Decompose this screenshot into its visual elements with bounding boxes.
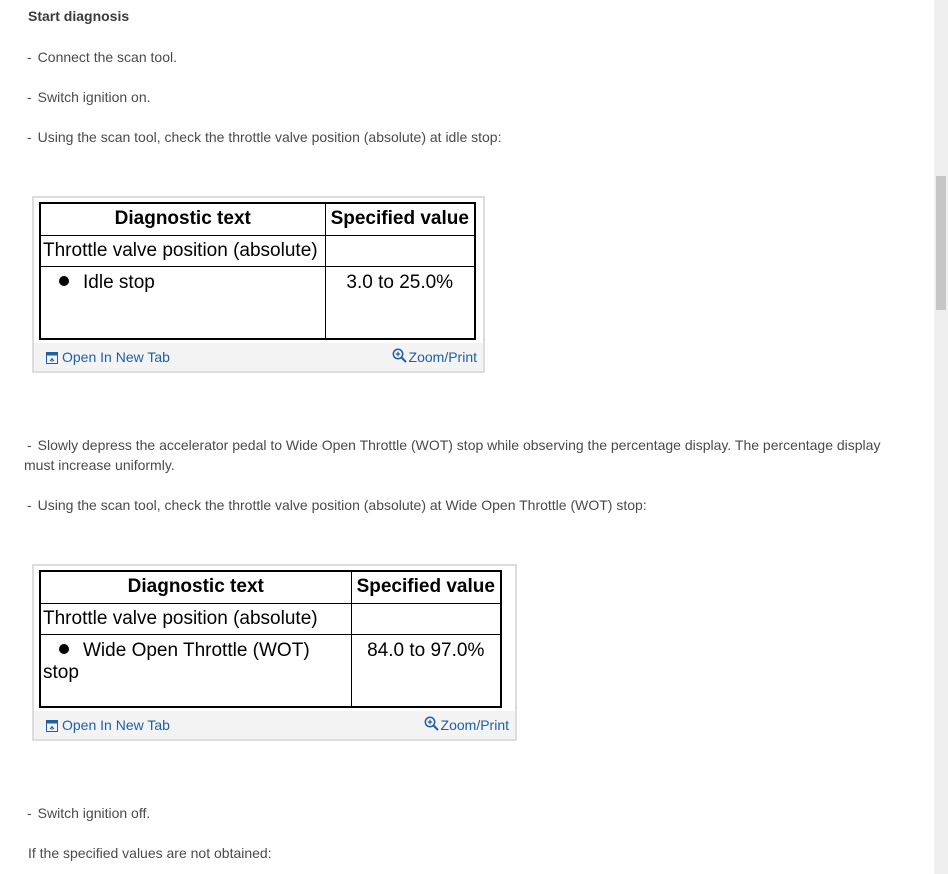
table-header-specified-value: Specified value	[351, 571, 501, 603]
step-check-wot	[27, 495, 647, 515]
step-dash: -	[27, 49, 32, 65]
open-in-new-tab-link[interactable]	[46, 717, 170, 733]
open-new-tab-icon	[46, 352, 58, 364]
zoom-print-link[interactable]	[424, 716, 509, 733]
step-not-obtained: If the specified values are not obtained:	[28, 845, 272, 861]
link-label: Open In New Tab	[62, 717, 170, 733]
table-header-diagnostic-text: Diagnostic text	[40, 203, 325, 235]
table-header-specified-value: Specified value	[325, 203, 475, 235]
zoom-print-link[interactable]	[392, 348, 477, 365]
diagnostic-table-wot	[39, 570, 502, 708]
bullet-label: Idle stop	[83, 271, 155, 293]
link-label: Zoom/Print	[408, 349, 477, 365]
scrollbar-thumb[interactable]	[936, 176, 946, 310]
step-text: Using the scan tool, check the throttle valve position (absolute) at Wide Open Throttle (WOT) stop:	[37, 497, 647, 513]
step-text: Using the scan tool, check the throttle valve position (absolute) at idle stop:	[37, 129, 502, 145]
section-heading: Start diagnosis	[28, 8, 130, 24]
table-row-label: Throttle valve position (absolute)	[40, 235, 325, 266]
open-new-tab-icon	[46, 720, 58, 732]
step-text: Switch ignition off.	[37, 805, 151, 821]
magnifier-zoom-icon	[424, 716, 439, 731]
bullet-icon	[59, 644, 69, 654]
open-in-new-tab-link[interactable]	[46, 349, 170, 365]
step-text: Slowly depress the accelerator pedal to Wide Open Throttle (WOT) stop while observing the percentage display. The percentage display must increase uniformly.	[24, 437, 881, 473]
link-label: Zoom/Print	[440, 717, 509, 733]
bullet-label: Wide Open Throttle (WOT) stop	[43, 639, 310, 683]
vertical-scrollbar[interactable]	[934, 0, 948, 874]
step-dash: -	[27, 805, 32, 821]
step-text: Connect the scan tool.	[37, 49, 177, 65]
step-text: Switch ignition on.	[37, 89, 151, 105]
table-row-label	[40, 634, 351, 707]
table-row-value	[351, 603, 501, 634]
table-row-label	[40, 266, 325, 339]
link-label: Open In New Tab	[62, 349, 170, 365]
step-dash: -	[27, 129, 32, 145]
table-row-value	[325, 235, 475, 266]
table-row-value: 3.0 to 25.0%	[325, 266, 475, 339]
bullet-icon	[59, 276, 69, 286]
figure-footer	[34, 343, 483, 371]
step-depress-pedal	[24, 435, 904, 475]
step-dash: -	[27, 89, 32, 105]
table-row-value: 84.0 to 97.0%	[351, 634, 501, 707]
table-row-label: Throttle valve position (absolute)	[40, 603, 351, 634]
figure-footer	[34, 711, 515, 739]
step-ignition-on	[27, 87, 151, 107]
step-dash: -	[27, 437, 32, 453]
step-connect-scan-tool	[27, 47, 177, 67]
step-check-idle	[27, 127, 501, 147]
step-ignition-off	[27, 803, 150, 823]
figure-wot-stop	[32, 564, 517, 741]
magnifier-zoom-icon	[392, 348, 407, 363]
step-dash: -	[27, 497, 32, 513]
diagnostic-table-idle	[39, 202, 476, 340]
figure-idle-stop	[32, 196, 485, 373]
table-header-diagnostic-text: Diagnostic text	[40, 571, 351, 603]
